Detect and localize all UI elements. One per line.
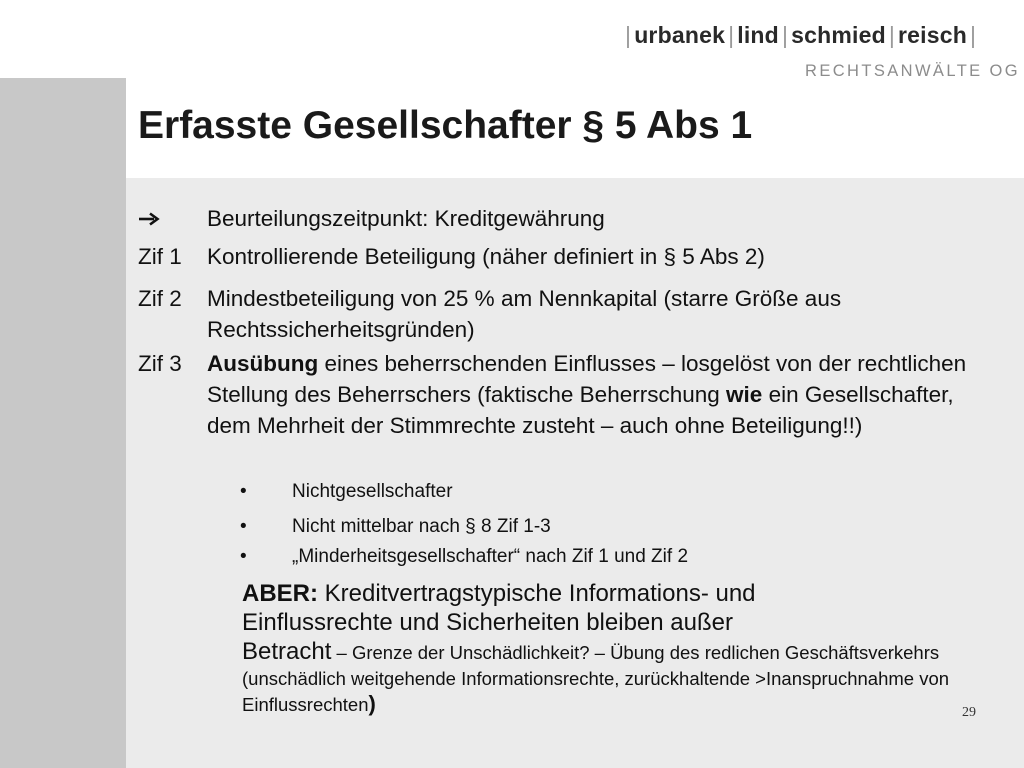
- point-row: [138, 348, 998, 472]
- aber-text: Kreditvertragstypische Informations- und: [318, 580, 756, 607]
- bullet-dot-icon: •: [240, 546, 247, 567]
- aber-continuation: [242, 637, 982, 717]
- aber-closing: ): [368, 691, 376, 716]
- aber-small-text: – Grenze der Unschädlichkeit? – Übung des redlichen Geschäftsverkehrs (unschädlich weitgehende Informationsrechte, zurückhaltende >Inanspruchnahme von Einflussrechten: [242, 642, 950, 715]
- point-text-part: eines beherrschenden Einflusses – losgelöst von der rechtlichen Stellung des Beherrschers (faktische Beherrschung: [207, 351, 967, 407]
- logo-name-4: reisch: [898, 22, 967, 48]
- point-row: [138, 203, 998, 234]
- point-text: Beurteilungszeitpunkt: Kreditgewährung: [207, 206, 605, 231]
- aber-label: ABER:: [242, 580, 318, 607]
- emphasis-text: Ausübung: [207, 351, 319, 376]
- logo-name-1: urbanek: [634, 22, 726, 48]
- point-row: [138, 241, 998, 272]
- aber-text: Einflussrechte und Sicherheiten bleiben außer: [242, 609, 733, 636]
- left-sidebar-bar: [0, 78, 126, 768]
- point-text: Kontrollierende Beteiligung (näher definiert in § 5 Abs 2): [207, 244, 765, 269]
- page-number: 29: [962, 705, 976, 720]
- point-label: Zif 1: [138, 244, 182, 269]
- sub-bullet-text: „Minderheitsgesellschafter“ nach Zif 1 und Zif 2: [292, 546, 689, 567]
- aber-paragraph: [242, 579, 982, 717]
- logo-name-3: schmied: [791, 22, 886, 48]
- bullet-dot-icon: •: [240, 481, 247, 502]
- aber-line: [242, 579, 982, 608]
- firm-logo: | urbanek | lind | schmied | reisch |: [625, 22, 977, 48]
- sub-bullet-text: Nicht mittelbar nach § 8 Zif 1-3: [292, 516, 551, 537]
- sub-bullet-text: Nichtgesellschafter: [292, 481, 453, 502]
- logo-subtitle: RECHTSANWÄLTE OG: [805, 62, 1021, 80]
- logo-name-2: lind: [737, 22, 779, 48]
- point-text: [207, 348, 997, 441]
- right-arrow-icon: [138, 203, 160, 234]
- emphasis-text: wie: [726, 382, 763, 407]
- point-row: [138, 283, 998, 345]
- bullet-dot-icon: •: [240, 516, 247, 537]
- point-label: Zif 3: [138, 351, 182, 376]
- point-text-part: ein Gesellschafter, dem Mehrheit der Stimmrechte zusteht – auch ohne Beteiligung!!): [207, 382, 954, 438]
- point-label: Zif 2: [138, 286, 182, 311]
- point-text: Mindestbeteiligung von 25 % am Nennkapital (starre Größe aus Rechtssicherheitsgründen): [207, 286, 842, 342]
- slide-title: Erfasste Gesellschafter § 5 Abs 1: [138, 104, 753, 147]
- aber-text: Betracht: [242, 638, 332, 665]
